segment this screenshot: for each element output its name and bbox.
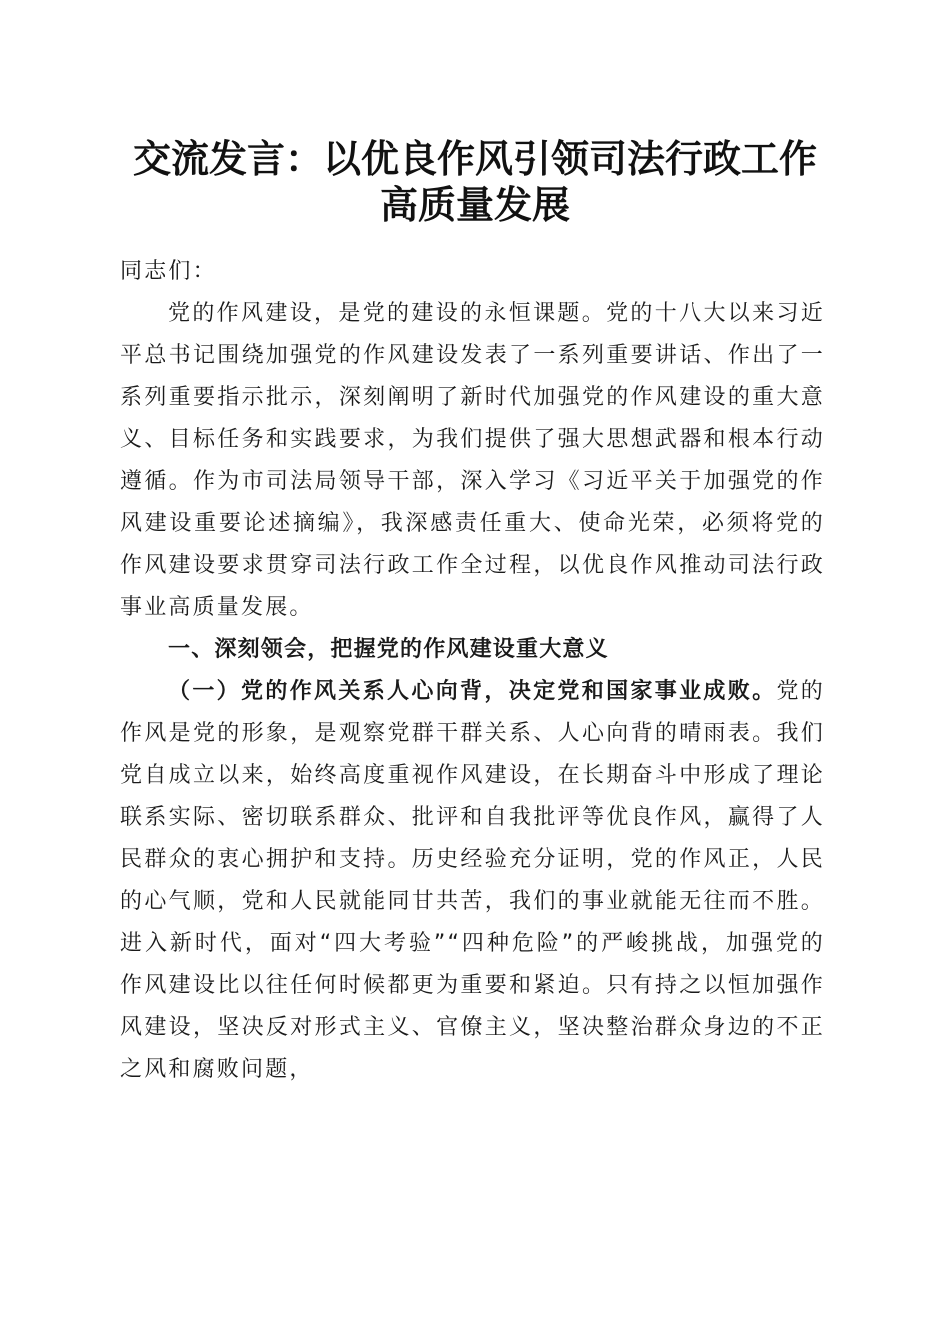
paragraph-subsection-1 (120, 671, 825, 1091)
section-heading-1: 一、深刻领会，把握党的作风建设重大意义 (168, 637, 609, 662)
document-title: 交流发言：以优良作风引领司法行政工作高质量发展 (132, 136, 817, 227)
subsection-1-body: 党的作风是党的形象，是观察党群干群关系、人心向背的晴雨表。我们党自成立以来，始终高度重视作风建设，在长期奋斗中形成了理论联系实际、密切联系群众、批评和自我批评等优良作风，赢得了人民群众的衷心拥护和支持。历史经验充分证明，党的作风正，人民的心气顺，党和人民就能同甘共苦，我们的事业就能无往而不胜。进入新时代，面对“四大考验”“四种危险”的严峻挑战，加强党的作风建设比以往任何时候都更为重要和紧迫。只有持之以恒加强作风建设，坚决反对形式主义、官僚主义，坚决整治群众身边的不正之风和腐败问题， (120, 679, 825, 1082)
subsection-heading-1: （一）党的作风关系人心向背，决定党和国家事业成败。 (168, 679, 777, 704)
document-body (120, 251, 825, 1091)
salutation: 同志们： (120, 259, 217, 284)
paragraph-intro: 党的作风建设，是党的建设的永恒课题。党的十八大以来习近平总书记围绕加强党的作风建设发表了一系列重要讲话、作出了一系列重要指示批示，深刻阐明了新时代加强党的作风建设的重大意义、目标任务和实践要求，为我们提供了强大思想武器和根本行动遵循。作为市司法局领导干部，深入学习《习近平关于加强党的作风建设重要论述摘编》，我深感责任重大、使命光荣，必须将党的作风建设要求贯穿司法行政工作全过程，以优良作风推动司法行政事业高质量发展。 (120, 301, 825, 620)
